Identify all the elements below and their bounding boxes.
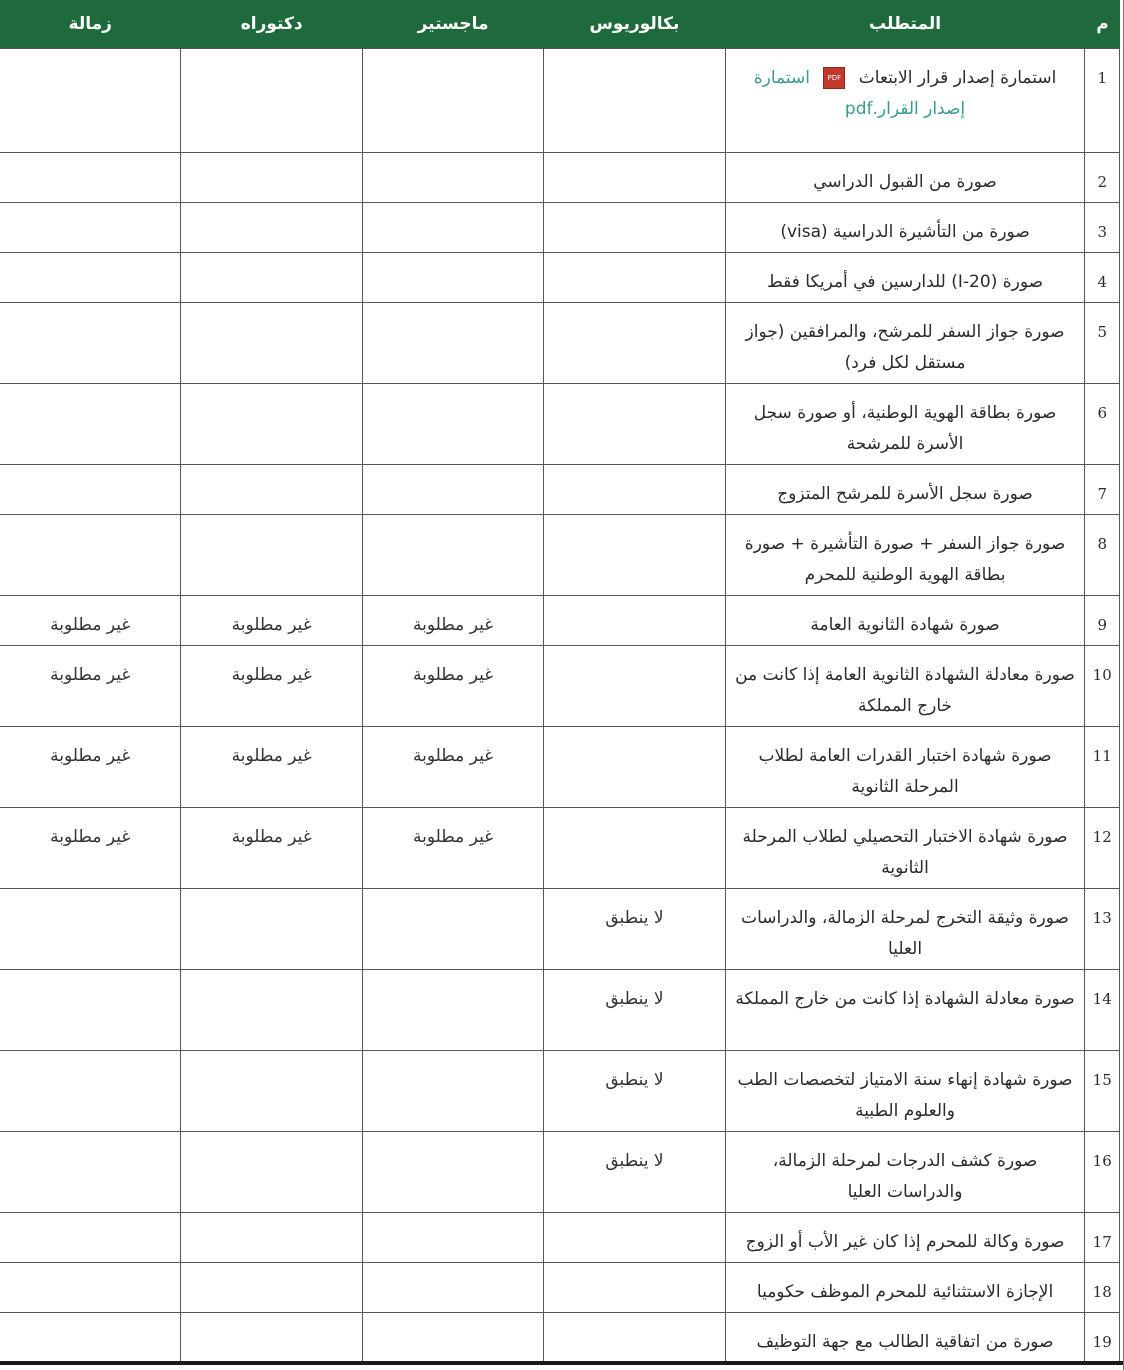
table-row (0, 153, 1120, 203)
cell-doctorate (181, 303, 362, 384)
table-row (0, 970, 1120, 1051)
table-row (0, 646, 1120, 727)
table-row (0, 384, 1120, 465)
cell-master (362, 203, 543, 253)
table-row (0, 1051, 1120, 1132)
table-header-row (0, 0, 1120, 49)
row-number: 15 (1085, 1051, 1120, 1132)
table-row (0, 465, 1120, 515)
row-number: 2 (1085, 153, 1120, 203)
header-bachelor: بكالوريوس (544, 0, 725, 49)
cell-doctorate (181, 253, 362, 303)
cell-bachelor (544, 303, 725, 384)
cell-fellowship (0, 49, 181, 153)
table-row (0, 889, 1120, 970)
table-row (0, 1132, 1120, 1213)
row-number: 4 (1085, 253, 1120, 303)
table-row (0, 1313, 1120, 1364)
cell-doctorate (181, 970, 362, 1051)
cell-master (362, 970, 543, 1051)
table-row (0, 253, 1120, 303)
cell-bachelor: لا ينطبق (544, 970, 725, 1051)
cell-bachelor (544, 203, 725, 253)
cell-bachelor (544, 515, 725, 596)
row-requirement: صورة بطاقة الهوية الوطنية، أو صورة سجل الأسرة للمرشحة (725, 384, 1085, 465)
row-requirement: صورة (I-20) للدارسين في أمريكا فقط (725, 253, 1085, 303)
table-row (0, 727, 1120, 808)
row-number: 10 (1085, 646, 1120, 727)
cell-bachelor (544, 1263, 725, 1313)
cell-doctorate (181, 203, 362, 253)
cell-bachelor: لا ينطبق (544, 1132, 725, 1213)
cell-doctorate (181, 153, 362, 203)
row-requirement: صورة وثيقة التخرج لمرحلة الزمالة، والدراسات العليا (725, 889, 1085, 970)
cell-fellowship (0, 1213, 181, 1263)
cell-fellowship (0, 970, 181, 1051)
row-requirement: صورة شهادة إنهاء سنة الامتياز لتخصصات الطب والعلوم الطبية (725, 1051, 1085, 1132)
cell-fellowship (0, 153, 181, 203)
row-requirement: الإجازة الاستثنائية للمحرم الموظف حكوميا (725, 1263, 1085, 1313)
cell-doctorate: غير مطلوبة (181, 596, 362, 646)
row-number: 19 (1085, 1313, 1120, 1364)
row-number: 9 (1085, 596, 1120, 646)
table-row (0, 515, 1120, 596)
table-row (0, 203, 1120, 253)
row-requirement: صورة شهادة الثانوية العامة (725, 596, 1085, 646)
table-row (0, 808, 1120, 889)
cell-fellowship (0, 1051, 181, 1132)
row-requirement: صورة وكالة للمحرم إذا كان غير الأب أو الزوج (725, 1213, 1085, 1263)
cell-fellowship (0, 384, 181, 465)
cell-fellowship (0, 203, 181, 253)
table-row (0, 303, 1120, 384)
cell-bachelor: لا ينطبق (544, 1051, 725, 1132)
cell-doctorate (181, 1263, 362, 1313)
cell-master (362, 465, 543, 515)
cell-master: غير مطلوبة (362, 646, 543, 727)
row-requirement: صورة شهادة اختبار القدرات العامة لطلاب المرحلة الثانوية (725, 727, 1085, 808)
row-requirement: صورة معادلة الشهادة الثانوية العامة إذا كانت من خارج المملكة (725, 646, 1085, 727)
cell-bachelor (544, 465, 725, 515)
table-row (0, 49, 1120, 153)
cell-master (362, 49, 543, 153)
row-number: 7 (1085, 465, 1120, 515)
header-fellowship: زمالة (0, 0, 181, 49)
cell-bachelor (544, 153, 725, 203)
cell-master (362, 1051, 543, 1132)
cell-master (362, 253, 543, 303)
cell-fellowship (0, 303, 181, 384)
cell-master: غير مطلوبة (362, 596, 543, 646)
cell-fellowship: غير مطلوبة (0, 596, 181, 646)
row-requirement: صورة من التأشيرة الدراسية (visa) (725, 203, 1085, 253)
cell-doctorate (181, 49, 362, 153)
decision-form-link[interactable]: استمارة إصدار القرار.pdf (753, 68, 966, 119)
cell-doctorate (181, 515, 362, 596)
cell-fellowship (0, 889, 181, 970)
cell-doctorate (181, 1313, 362, 1364)
row-number: 12 (1085, 808, 1120, 889)
row-number: 13 (1085, 889, 1120, 970)
row-number: 1 (1085, 49, 1120, 153)
table-row (0, 1213, 1120, 1263)
row-number: 11 (1085, 727, 1120, 808)
cell-fellowship (0, 515, 181, 596)
cell-master (362, 515, 543, 596)
table-row (0, 596, 1120, 646)
table-row (0, 1263, 1120, 1313)
cell-doctorate: غير مطلوبة (181, 646, 362, 727)
header-requirement: المتطلب (725, 0, 1085, 49)
row-requirement: صورة جواز السفر للمرشح، والمرافقين (جواز مستقل لكل فرد) (725, 303, 1085, 384)
cell-master (362, 384, 543, 465)
row-number: 17 (1085, 1213, 1120, 1263)
cell-fellowship (0, 1132, 181, 1213)
row-number: 8 (1085, 515, 1120, 596)
requirement-text: استمارة إصدار قرار الابتعاث (858, 68, 1057, 88)
row-number: 5 (1085, 303, 1120, 384)
row-number: 3 (1085, 203, 1120, 253)
row-requirement: صورة من القبول الدراسي (725, 153, 1085, 203)
cell-doctorate (181, 1051, 362, 1132)
cell-fellowship: غير مطلوبة (0, 646, 181, 727)
cell-master: غير مطلوبة (362, 727, 543, 808)
cell-bachelor (544, 1213, 725, 1263)
cell-doctorate: غير مطلوبة (181, 727, 362, 808)
cell-bachelor (544, 253, 725, 303)
row-number: 16 (1085, 1132, 1120, 1213)
cell-master (362, 1263, 543, 1313)
cell-doctorate (181, 384, 362, 465)
row-requirement: صورة معادلة الشهادة إذا كانت من خارج المملكة (725, 970, 1085, 1051)
cell-fellowship: غير مطلوبة (0, 727, 181, 808)
cell-bachelor (544, 596, 725, 646)
row-requirement: صورة من اتفاقية الطالب مع جهة التوظيف (725, 1313, 1085, 1364)
cell-doctorate (181, 1213, 362, 1263)
cell-master (362, 1213, 543, 1263)
row-requirement: صورة شهادة الاختبار التحصيلي لطلاب المرحلة الثانوية (725, 808, 1085, 889)
cell-bachelor (544, 1313, 725, 1364)
cell-fellowship (0, 1313, 181, 1364)
header-doctorate: دكتوراه (181, 0, 362, 49)
cell-doctorate (181, 889, 362, 970)
row-number: 18 (1085, 1263, 1120, 1313)
cell-bachelor (544, 727, 725, 808)
cell-bachelor (544, 49, 725, 153)
cell-doctorate (181, 1132, 362, 1213)
cell-doctorate (181, 465, 362, 515)
bottom-border (0, 1361, 1124, 1365)
row-requirement: صورة سجل الأسرة للمرشح المتزوج (725, 465, 1085, 515)
cell-master (362, 889, 543, 970)
cell-master: غير مطلوبة (362, 808, 543, 889)
cell-bachelor (544, 808, 725, 889)
cell-doctorate: غير مطلوبة (181, 808, 362, 889)
header-master: ماجستير (362, 0, 543, 49)
pdf-file-icon[interactable]: PDF (823, 67, 845, 89)
row-requirement: صورة كشف الدرجات لمرحلة الزمالة، والدراسات العليا (725, 1132, 1085, 1213)
header-number: م (1085, 0, 1120, 49)
cell-master (362, 1132, 543, 1213)
cell-bachelor: لا ينطبق (544, 889, 725, 970)
row-requirement: صورة جواز السفر + صورة التأشيرة + صورة بطاقة الهوية الوطنية للمحرم (725, 515, 1085, 596)
cell-fellowship (0, 1263, 181, 1313)
cell-fellowship: غير مطلوبة (0, 808, 181, 889)
cell-bachelor (544, 384, 725, 465)
row-requirement (725, 49, 1085, 153)
cell-master (362, 153, 543, 203)
cell-bachelor (544, 646, 725, 727)
cell-fellowship (0, 465, 181, 515)
cell-master (362, 303, 543, 384)
cell-fellowship (0, 253, 181, 303)
row-number: 14 (1085, 970, 1120, 1051)
row-number: 6 (1085, 384, 1120, 465)
cell-master (362, 1313, 543, 1364)
